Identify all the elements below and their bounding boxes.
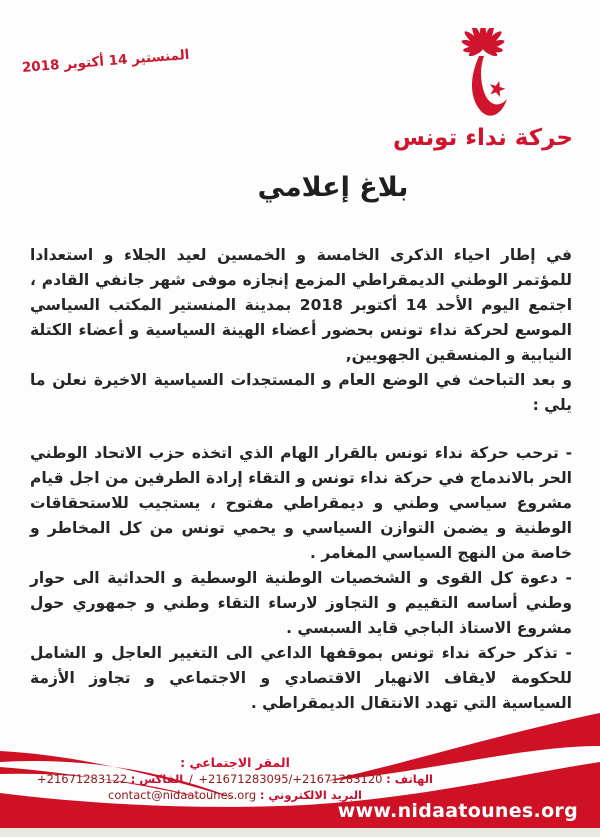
phone-numbers: +21671283095/+21671283120 — [198, 772, 383, 786]
dateline: المنستير 14 أكتوبر 2018 — [21, 46, 190, 76]
phone-fax-separator: / — [188, 772, 193, 786]
email-address: contact@nidaatounes.org — [108, 788, 257, 802]
org-name: حركة نداء تونس — [393, 125, 573, 151]
intro-resolution-line: و بعد التباحث في الوضع العام و المستجدات السياسية الاخيرة نعلن ما يلي : — [30, 371, 572, 414]
point-paragraph-merger: - ترحب حركة نداء تونس بالقرار الهام الذي اتخذه حزب الاتحاد الوطني الحر بالاندماج في حركة نداء تونس و التقاء إرادة الطرفين من اجل قيام مشروع سياسي وطني و ديمقراطي مفتوح ، يستجيب للاستحقاقات الوطنية و يضمن التوازن السياسي و يحمي تونس من كل المخاطر و خاصة من النهج السياسي المغامر . — [30, 444, 572, 562]
email-label: البريد الالكتروني : — [259, 788, 362, 802]
logo — [388, 28, 578, 151]
body-text — [30, 243, 572, 716]
phone-fax-line — [0, 771, 470, 787]
contact-block — [0, 755, 470, 803]
intro-paragraph: في إطار احياء الذكرى الخامسة و الخمسين لعيد الجلاء و استعدادا للمؤتمر الوطني الديمقراطي المزمع إنجازه موفى شهر جانفي القادم ، اجتمع اليوم الأحد 14 أكتوبر 2018 بمدينة المنستير المكتب السياسي الموسع لحركة نداء تونس بحضور أعضاء الهينة السياسية و أعضاء الكتلة النيابية و المنسقين الجهويين, — [30, 246, 573, 364]
page-title: بلاغ إعلامي — [257, 172, 409, 203]
hq-label: المقر الاجتماعي : — [180, 755, 290, 770]
fax-number: +21671283122 — [37, 772, 128, 786]
fax-label: الفاكس : — [130, 772, 184, 786]
palm-tree-crescent-star-icon — [433, 28, 533, 124]
website-url: www.nidaatounes.org — [337, 800, 578, 822]
phone-label: الهاتف : — [386, 772, 433, 786]
point-paragraph-dialogue: - دعوة كل القوى و الشخصيات الوطنية الوسطية و الحداثية الى حوار وطني أساسه التقييم و التجاوز لارساء التقاء وطني و جمهوري حول مشروع الاستاذ الباجي قايد السبسي . — [30, 569, 572, 637]
point-paragraph-government: - تذكر حركة نداء تونس بموقفها الداعي الى التغيير العاجل و الشامل للحكومة لايقاف الانهيار الاقتصادي و الاجتماعي و تجاوز الأزمة السياسية التي تهدد الانتقال الديمقراطي . — [30, 644, 572, 712]
footer — [0, 687, 600, 837]
